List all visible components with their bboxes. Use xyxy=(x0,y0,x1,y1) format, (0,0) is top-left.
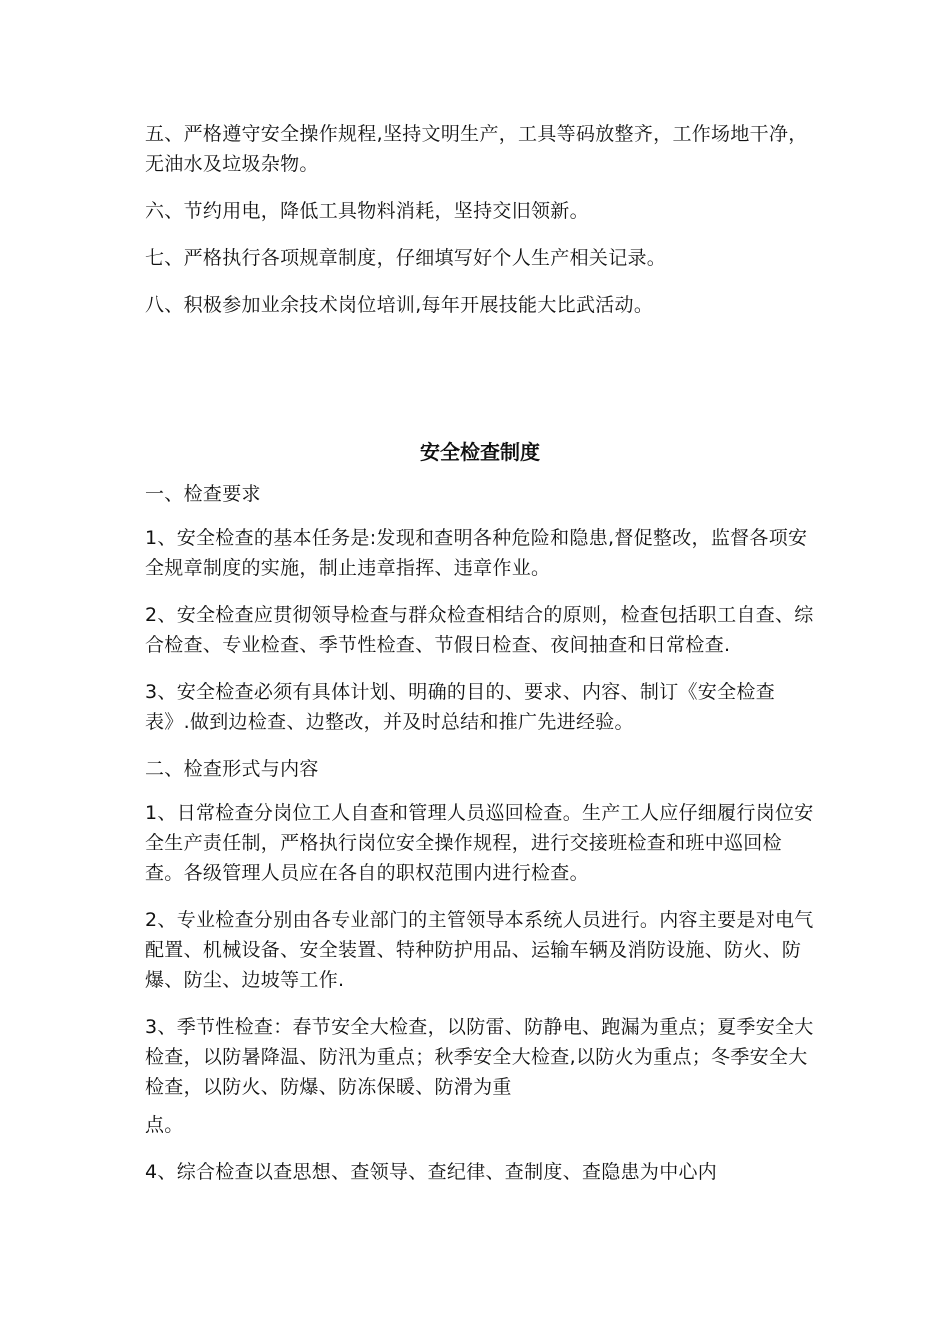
paragraph-item-5: 五、严格遵守安全操作规程,坚持文明生产，工具等码放整齐，工作场地干净，无油水及垃圾杂物。 xyxy=(145,123,808,175)
form-item-2: 2、专业检查分别由各专业部门的主管领导本系统人员进行。内容主要是对电气配置、机械设备、安全装置、特种防护用品、运输车辆及消防设施、防火、防爆、防尘、边坡等工作. xyxy=(145,909,814,991)
document-title: 安全检查制度 xyxy=(420,440,540,464)
paragraph-item-7: 七、严格执行各项规章制度，仔细填写好个人生产相关记录。 xyxy=(145,247,667,269)
paragraph-item-6: 六、节约用电，降低工具物料消耗，坚持交旧领新。 xyxy=(145,200,589,222)
section-heading-forms: 二、检查形式与内容 xyxy=(145,758,319,780)
form-item-3: 3、季节性检查：春节安全大检查，以防雷、防静电、跑漏为重点；夏季安全大检查，以防暑降温、防汛为重点；秋季安全大检查,以防火为重点；冬季安全大检查，以防火、防爆、防冻保暖、防滑为重 xyxy=(145,1016,814,1098)
paragraph-item-8: 八、积极参加业余技术岗位培训,每年开展技能大比武活动。 xyxy=(145,294,654,316)
form-item-3-continuation: 点。 xyxy=(145,1114,184,1136)
section-heading-requirements: 一、检查要求 xyxy=(145,483,261,505)
requirement-item-2: 2、安全检查应贯彻领导检查与群众检查相结合的原则，检查包括职工自查、综合检查、专业检查、季节性检查、节假日检查、夜间抽查和日常检查. xyxy=(145,604,814,656)
requirement-item-3: 3、安全检查必须有具体计划、明确的目的、要求、内容、制订《安全检查表》.做到边检查、边整改，并及时总结和推广先进经验。 xyxy=(145,681,775,733)
section-gap xyxy=(145,337,815,437)
requirement-item-1: 1、安全检查的基本任务是:发现和查明各种危险和隐患,督促整改，监督各项安全规章制度的实施，制止违章指挥、违章作业。 xyxy=(145,527,808,579)
document-body xyxy=(145,119,815,1204)
form-item-4: 4、综合检查以查思想、查领导、查纪律、查制度、查隐患为中心内 xyxy=(145,1161,718,1183)
form-item-1: 1、日常检查分岗位工人自查和管理人员巡回检查。生产工人应仔细履行岗位安全生产责任制，严格执行岗位安全操作规程，进行交接班检查和班中巡回检查。各级管理人员应在各自的职权范围内进行检查。 xyxy=(145,802,814,884)
